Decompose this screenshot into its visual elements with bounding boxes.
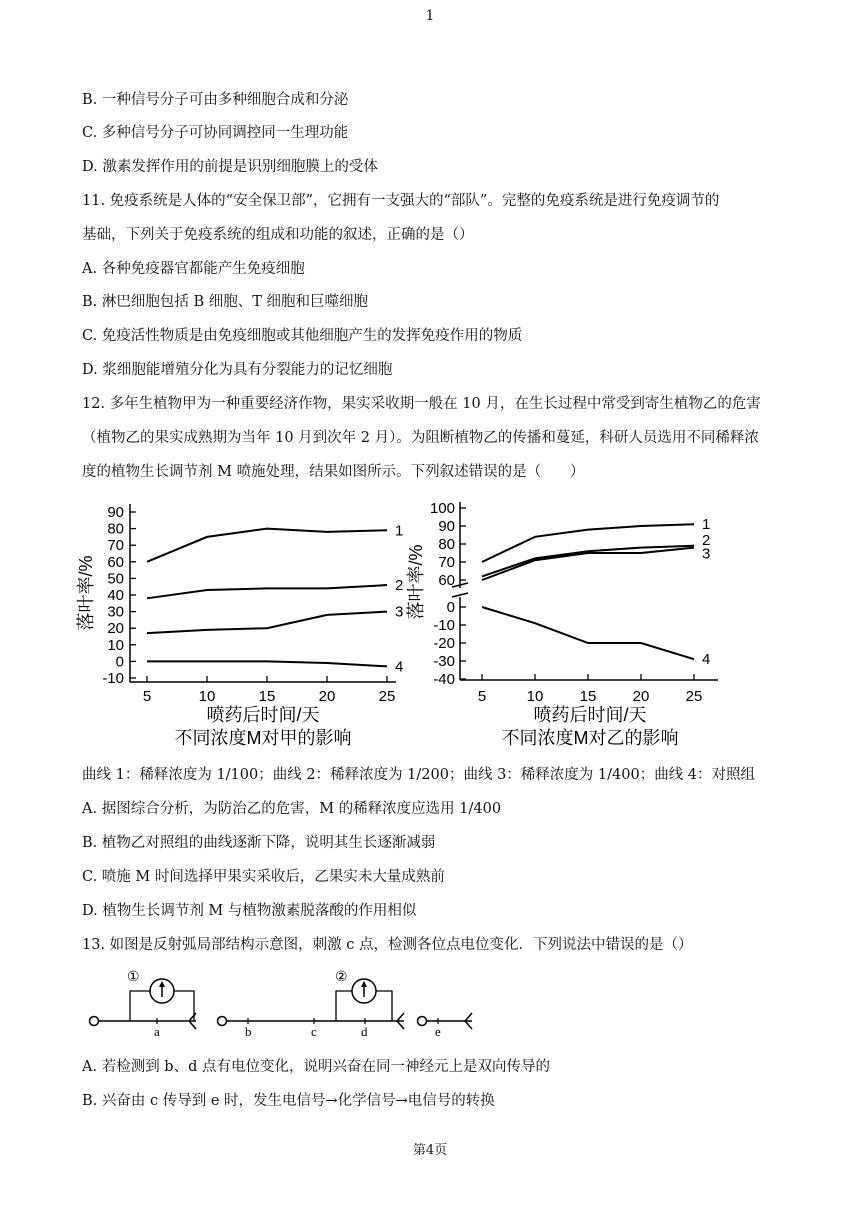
option-11d: D. 浆细胞能增殖分化为具有分裂能力的记忆细胞 (82, 362, 393, 378)
y-tick-label: 10 (107, 636, 124, 654)
point-b-label: b (245, 1024, 252, 1039)
page-footer: 第4页 (412, 1143, 448, 1158)
curve-legend-text: 曲线 1：稀释浓度为 1/100；曲线 2：稀释浓度为 1/200；曲线 3：稀释浓度为 1/400；曲线 4：对照组 (82, 767, 756, 783)
series-line-1 (482, 524, 694, 562)
y-tick-label: -10 (102, 670, 124, 687)
series-label: 1 (702, 516, 711, 534)
option-11c: C. 免疫活性物质是由免疫细胞或其他细胞产生的发挥免疫作用的物质 (82, 328, 523, 344)
option-12d: D. 植物生长调节剂 M 与植物激素脱落酸的作用相似 (82, 903, 417, 919)
y-tick-label: -40 (433, 671, 455, 688)
series-line-3 (482, 548, 694, 580)
y-tick-label: 0 (115, 653, 124, 671)
series-label: 1 (395, 522, 404, 540)
reflex-arc-diagram (82, 965, 482, 1039)
meter-1-label: ① (127, 970, 140, 985)
option-13b: B. 兴奋由 c 传导到 e 时，发生电信号→化学信号→电信号的转换 (82, 1093, 495, 1109)
chart-title: 不同浓度M对甲的影响 (174, 728, 352, 748)
x-tick-label: 25 (378, 688, 396, 705)
option-12b: B. 植物乙对照组的曲线逐渐下降，说明其生长逐渐减弱 (82, 835, 436, 851)
y-tick-label: 30 (107, 603, 124, 621)
y-axis-label: 落叶率/% (76, 555, 96, 631)
y-tick-label: 70 (107, 537, 124, 555)
y-tick-label: 20 (107, 620, 124, 638)
series-line-1 (147, 529, 387, 562)
chart-effect-on-jia (76, 490, 410, 760)
series-label: 4 (702, 651, 711, 669)
question-11-line2: 基础，下列关于免疫系统的组成和功能的叙述，正确的是（） (82, 227, 474, 243)
series-line-3 (147, 612, 387, 634)
series-label: 4 (395, 658, 404, 676)
series-line-2 (147, 585, 387, 598)
option-10c: C. 多种信号分子可协同调控同一生理功能 (82, 125, 349, 141)
y-tick-label: 60 (438, 572, 455, 589)
option-10b: B. 一种信号分子可由多种细胞合成和分泌 (82, 92, 349, 108)
x-tick-label: 25 (685, 688, 703, 705)
option-11a: A. 各种免疫器官都能产生免疫细胞 (82, 261, 305, 277)
option-12a: A. 据图综合分析，为防治乙的危害，M 的稀释浓度应选用 1/400 (82, 801, 502, 817)
y-tick-label: -30 (433, 653, 455, 670)
point-d-label: d (361, 1024, 368, 1039)
y-tick-label: 70 (438, 554, 455, 571)
y-tick-label: 90 (107, 504, 124, 521)
option-12c: C. 喷施 M 时间选择甲果实采收后，乙果实未大量成熟前 (82, 869, 445, 885)
series-line-4 (482, 607, 694, 659)
point-a-label: a (154, 1024, 160, 1039)
x-axis-label: 喷药后时间/天 (206, 705, 320, 725)
y-tick-label: -20 (433, 635, 455, 652)
series-label: 3 (702, 545, 711, 563)
x-tick-label: 5 (142, 688, 152, 705)
page-number-top: 1 (425, 8, 435, 24)
question-12-line2: （植物乙的果实成熟期为当年 10 月到次年 2 月）。为阻断植物乙的传播和蔓延，科研人员选用不同稀释浓 (82, 430, 759, 446)
option-10d: D. 激素发挥作用的前提是识别细胞膜上的受体 (82, 159, 378, 175)
y-tick-label: 90 (438, 518, 455, 535)
y-tick-label: 80 (107, 520, 124, 538)
question-12-line1: 12. 多年生植物甲为一种重要经济作物，果实采收期一般在 10 月，在生长过程中常受到寄生植物乙的危害 (82, 396, 761, 412)
x-tick-label: 15 (579, 688, 597, 705)
series-label: 3 (395, 603, 404, 621)
y-tick-label: 60 (107, 553, 124, 571)
question-11-line1: 11. 免疫系统是人体的“安全保卫部”，它拥有一支强大的“部队”。完整的免疫系统是进行免疫调节的 (82, 193, 720, 209)
point-e-label: e (435, 1024, 441, 1039)
x-tick-label: 10 (526, 688, 544, 705)
series-label: 2 (395, 577, 404, 595)
y-tick-label: 40 (107, 587, 124, 604)
y-tick-label: -10 (433, 617, 455, 634)
x-tick-label: 15 (258, 688, 276, 705)
option-13a: A. 若检测到 b、d 点有电位变化，说明兴奋在同一神经元上是双向传导的 (82, 1059, 550, 1075)
question-12-line3: 度的植物生长调节剂 M 喷施处理，结果如图所示。下列叙述错误的是（ ） (82, 464, 585, 480)
x-tick-label: 20 (632, 688, 650, 705)
y-tick-label: 0 (446, 599, 455, 616)
series-label: 2 (702, 531, 711, 549)
chart-title: 不同浓度M对乙的影响 (501, 728, 679, 748)
meter-2-label: ② (335, 970, 348, 985)
y-axis-label: 落叶率/% (406, 544, 426, 620)
x-tick-label: 10 (198, 688, 216, 705)
y-tick-label: 100 (429, 500, 455, 517)
question-13-line1: 13. 如图是反射弧局部结构示意图，刺激 c 点，检测各位点电位变化．下列说法中错误的是（） (82, 937, 693, 953)
option-11b: B. 淋巴细胞包括 B 细胞、T 细胞和巨噬细胞 (82, 294, 369, 310)
series-line-4 (147, 661, 387, 666)
x-tick-label: 20 (318, 688, 336, 705)
chart-effect-on-yi (400, 490, 740, 760)
y-tick-label: 80 (438, 536, 455, 553)
x-axis-label: 喷药后时间/天 (533, 705, 647, 725)
y-tick-label: 50 (107, 570, 124, 588)
x-tick-label: 5 (477, 688, 487, 705)
point-c-label: c (311, 1024, 317, 1039)
